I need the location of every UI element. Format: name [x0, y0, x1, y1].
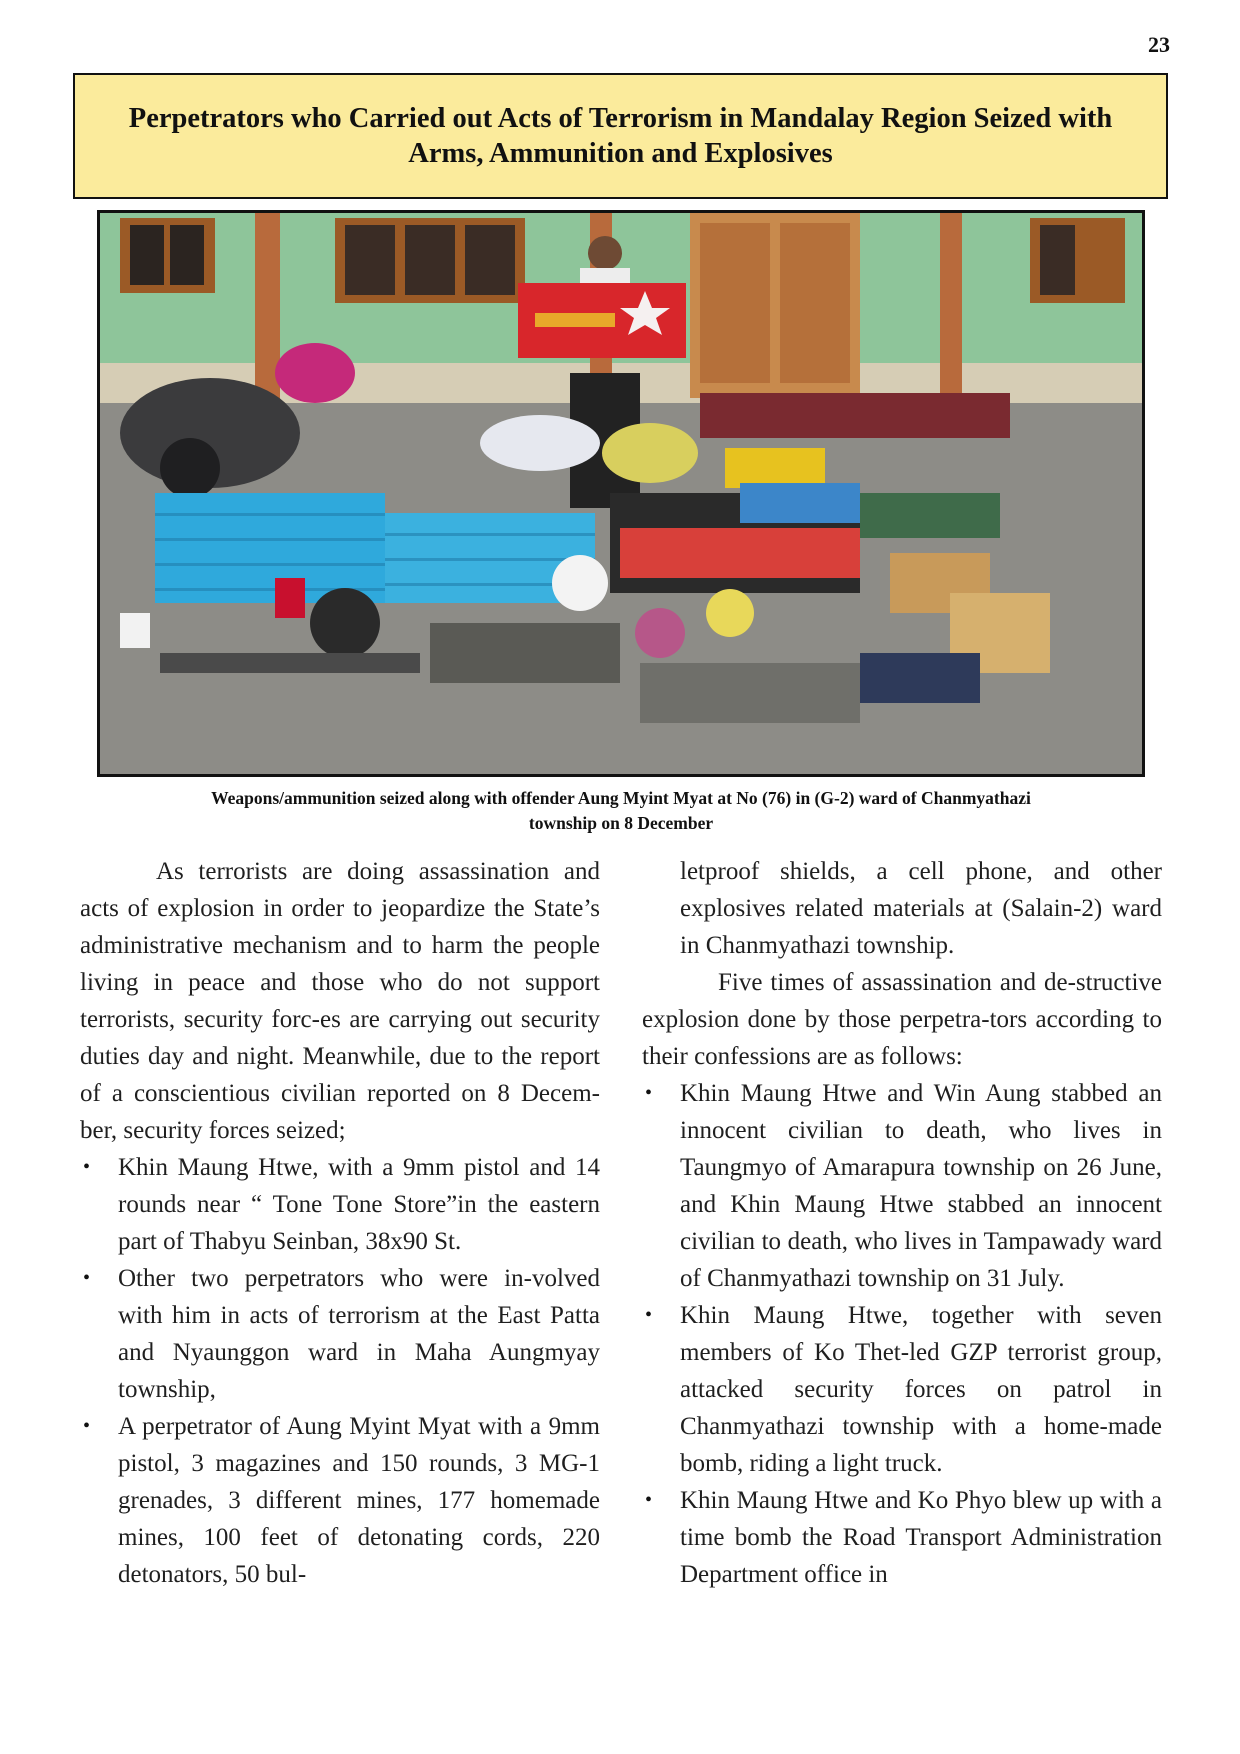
bullet-icon: •	[83, 1156, 91, 1178]
bullet-icon: •	[83, 1415, 91, 1437]
list-item-text: Khin Maung Htwe and Ko Phyo blew up with a time bomb the Road Transport Administration Department office in	[680, 1487, 1162, 1588]
page-title-line-1: Perpetrators who Carried out Acts of Terrorism in Mandalay Region Seized with	[128, 103, 1113, 134]
list-item	[80, 1149, 600, 1260]
bullet-icon: •	[645, 1082, 653, 1104]
list-item	[642, 1482, 1162, 1593]
continued-list-item-text: letproof shields, a cell phone, and other explosives related materials at (Salain-2) ward in Chanmyathazi township.	[680, 858, 1162, 959]
list-item	[642, 1297, 1162, 1482]
list-item-text: Other two perpetrators who were in-volved with him in acts of terrorism at the East Patta and Nyaunggon ward in Maha Aungmyay township,	[118, 1265, 600, 1403]
bullet-icon: •	[83, 1267, 91, 1289]
caption-line-2: township on 8 December	[528, 813, 714, 833]
title-banner	[73, 73, 1168, 199]
right-column	[642, 853, 1162, 1593]
confessions-list	[642, 1075, 1162, 1593]
photo-caption	[97, 786, 1145, 836]
list-item	[642, 1075, 1162, 1297]
list-item-text: Khin Maung Htwe, together with seven members of Ko Thet-led GZP terrorist group, attacked security forces on patrol in Chanmyathazi township with a home-made bomb, riding a light truck.	[680, 1302, 1162, 1477]
seized-items-list	[80, 1149, 600, 1593]
page-title	[129, 101, 1112, 171]
caption-line-1: Weapons/ammunition seized along with offender Aung Myint Myat at No (76) in (G-2) ward of Chanmyathazi	[211, 788, 1031, 808]
list-item-text: Khin Maung Htwe and Win Aung stabbed an innocent civilian to death, who lives in Taungmyo of Amarapura township on 26 June, and Khin Maung Htwe stabbed an innocent civilian to death, who lives in Tampawady ward of Chanmyathazi township on 31 July.	[680, 1080, 1162, 1292]
intro-paragraph: As terrorists are doing assassination and acts of explosion in order to jeopardize the State’s administrative mechanism and to harm the people living in peace and those who do not support terrorists, security forc-es are carrying out security duties day and night. Meanwhile, due to the report of a conscientious civilian reported on 8 Decem-ber, security forces seized;	[80, 858, 600, 1144]
seized-weapons-photo	[97, 210, 1145, 777]
left-column	[80, 853, 600, 1593]
page-title-line-2: Arms, Ammunition and Explosives	[408, 138, 833, 169]
confessions-paragraph: Five times of assassination and de-structive explosion done by those perpetra-tors according to their confessions are as follows:	[642, 969, 1162, 1070]
list-item	[80, 1408, 600, 1593]
list-item-text: A perpetrator of Aung Myint Myat with a 9mm pistol, 3 magazines and 150 rounds, 3 MG-1 grenades, 3 different mines, 177 homemade mines, 100 feet of detonating cords, 220 detonators, 50 bul-	[118, 1413, 600, 1588]
bullet-icon: •	[645, 1304, 653, 1326]
page-number: 23	[1148, 32, 1170, 57]
list-item-text: Khin Maung Htwe, with a 9mm pistol and 14 rounds near “ Tone Tone Store”in the eastern part of Thabyu Seinban, 38x90 St.	[118, 1154, 600, 1255]
seized-weapons-illustration	[100, 213, 1142, 774]
bullet-icon: •	[645, 1489, 653, 1511]
list-item	[80, 1260, 600, 1408]
